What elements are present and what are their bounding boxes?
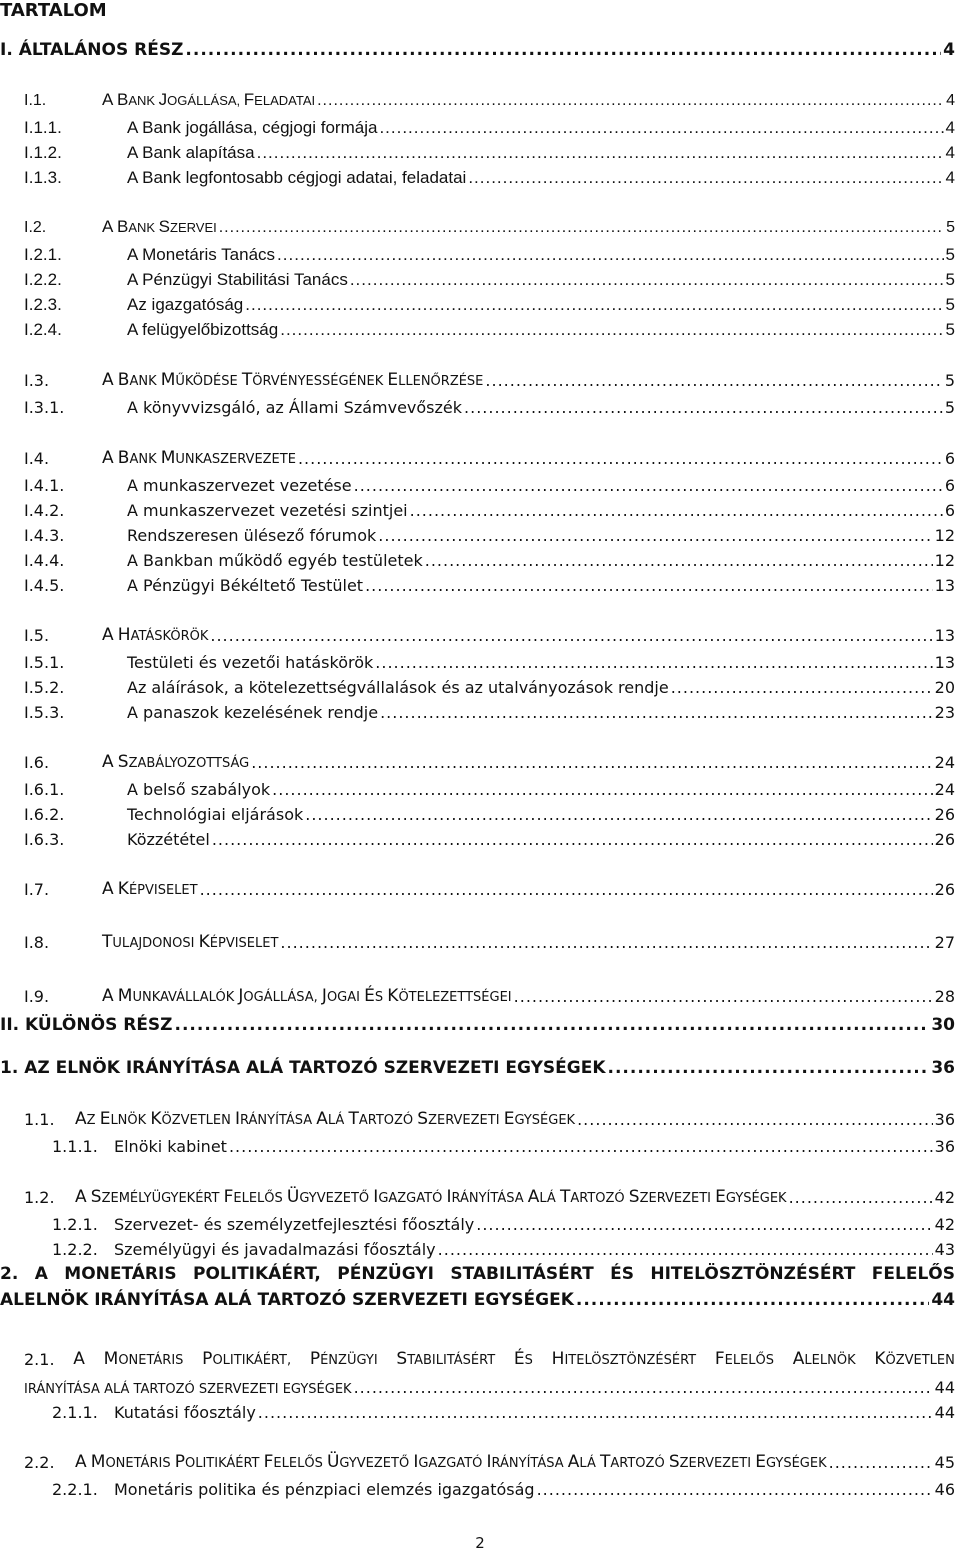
toc-leader-dots [577,1110,933,1129]
toc-entry-word: HITELÖSZTÖNZÉSÉRT [551,1349,697,1369]
toc-entry-word: HITELÖSZTÖNZÉSÉRT [650,1264,856,1284]
toc-leader-dots [789,1188,933,1207]
toc-leader-dots [354,1378,933,1397]
toc-entry-number: I.1. [24,92,47,109]
toc-entry-word: 2.1. [24,1350,55,1369]
toc-entry-word: PÉNZÜGYI [337,1264,434,1284]
toc-leader-dots [219,219,944,237]
toc-entry-word: ALELNÖK [792,1349,856,1369]
toc-page-number: 43 [934,1240,955,1259]
toc-leader-dots [212,830,933,849]
toc-page-number: 4 [943,40,955,60]
toc-entry-word: A [34,1264,48,1284]
toc-entry-number: I. ÁLTALÁNOS RÉSZ [0,40,184,60]
toc-leader-dots [175,1015,930,1035]
toc-heading: TARTALOM [0,0,107,21]
toc-leader-dots [277,245,943,265]
toc-entry-number: I.3.1. [24,398,65,417]
toc-page-number: 45 [934,1453,955,1472]
toc-page-number: 5 [945,270,955,289]
toc-entry-number: 2.2. [24,1453,55,1472]
toc-entry-word: FELELŐS [714,1349,775,1369]
toc-entry-title: A MUNKAVÁLLALÓK JOGÁLLÁSA, JOGAI ÉS KÖTELEZETTSÉGEI [102,986,512,1006]
toc-entry-title: AZ ELNÖK KÖZVETLEN IRÁNYÍTÁSA ALÁ TARTOZÓ SZERVEZETI EGYSÉGEK [75,1109,576,1129]
toc-page-number: 36 [934,1110,955,1129]
toc-entry-2-1-line2 [24,1369,955,1397]
toc-entry-title: A Bankban működő egyéb testületek [127,551,423,570]
toc-entry-number: I.5. [24,626,50,645]
toc-leader-dots [438,1240,933,1259]
toc-leader-dots [200,880,933,899]
toc-entry-word: ÉS [513,1349,533,1369]
toc-entry[interactable] [24,139,955,163]
toc-leader-dots [829,1453,933,1472]
toc-entry[interactable] [24,775,955,799]
toc-entry[interactable] [24,621,955,645]
toc-leader-dots [380,703,933,722]
toc-entry-number: I.6.2. [24,805,65,824]
toc-entry-word: KÖZVETLEN [874,1349,955,1369]
toc-leader-dots [464,398,943,417]
toc-entry-title: Az igazgatóság [127,295,244,314]
toc-entry-title: TULAJDONOSI KÉPVISELET [102,932,279,952]
toc-leader-dots [608,1058,930,1078]
toc-entry-title: A panaszok kezelésének rendje [127,703,379,722]
toc-entry-word: STABILITÁSÉRT [450,1264,594,1284]
toc-entry-title: Személyügyi és javadalmazási főosztály [114,1240,436,1259]
toc-entry-title: A BANK MUNKASZERVEZETE [102,448,296,468]
toc-entry-title: A munkaszervezet vezetése [127,476,352,495]
toc-page-number: 13 [934,653,955,672]
toc-entry[interactable] [52,1235,955,1259]
toc-leader-dots [514,987,933,1006]
toc-entry-title: A Bank jogállása, cégjogi formája [127,118,378,137]
toc-page-number: 26 [934,880,955,899]
toc-entry-number: I.3. [24,371,50,390]
toc-entry-title: Monetáris politika és pénzpiaci elemzés igazgatóság [114,1480,535,1499]
toc-entry-number: I.6. [24,753,50,772]
toc-page-number: 42 [934,1188,955,1207]
toc-page-number: 6 [944,449,955,468]
toc-leader-dots [576,1290,929,1310]
toc-entry[interactable] [24,748,955,772]
toc-leader-dots [485,371,942,390]
toc-page-number: 4 [945,168,955,187]
toc-entry-title: A Monetáris Tanács [127,245,276,264]
toc-page-number: 36 [934,1137,955,1156]
toc-page-number: 4 [945,118,955,137]
toc-entry[interactable] [24,266,955,290]
toc-entry[interactable] [24,213,955,237]
toc-entry[interactable] [24,875,955,899]
toc-entry-title: IRÁNYÍTÁSA ALÁ TARTOZÓ SZERVEZETI EGYSÉGEK [24,1382,352,1397]
toc-leader-dots [375,653,932,672]
toc-entry[interactable] [24,825,955,849]
toc-page-number: 12 [934,551,955,570]
toc-entry-title: Szervezet- és személyzetfejlesztési főosztály [114,1215,475,1234]
toc-entry[interactable] [52,1398,955,1422]
toc-entry-number: I.2.3. [24,295,62,314]
toc-entry-number: I.9. [24,987,50,1006]
toc-page-number: 4 [946,92,955,109]
toc-leader-dots [245,295,943,315]
toc-leader-dots [317,92,944,110]
toc-page-number: 30 [931,1015,955,1035]
toc-entry-number: I.2.2. [24,270,62,289]
toc-page-number: 13 [934,576,955,595]
toc-page-number: 44 [931,1290,955,1310]
toc-entry-number: I.7. [24,880,50,899]
toc-entry-title: Rendszeresen ülésező fórumok [127,526,377,545]
toc-entry-number: 2.2.1. [52,1480,98,1499]
toc-entry[interactable] [24,1183,955,1207]
toc-leader-dots [185,40,941,60]
toc-entry[interactable] [24,164,955,188]
toc-leader-dots [354,476,943,495]
toc-leader-dots [365,576,933,595]
toc-entry[interactable] [24,366,955,390]
toc-entry-title: Kutatási főosztály [114,1403,256,1422]
toc-entry-number: I.2.4. [24,320,62,339]
toc-entry-title: A Bank alapítása [127,143,255,162]
toc-page-number: 20 [934,678,955,697]
toc-entry[interactable] [24,673,955,697]
toc-leader-dots [258,1403,933,1422]
toc-entry-title: A felügyelőbizottság [127,320,279,339]
toc-page-number: 42 [934,1215,955,1234]
toc-entry-number: I.5.2. [24,678,65,697]
toc-entry[interactable] [24,571,955,595]
toc-entry[interactable] [52,1132,955,1156]
toc-entry[interactable] [24,496,955,520]
toc-entry-title: Közzététel [127,830,210,849]
toc-entry[interactable] [24,648,955,672]
toc-page-number: 5 [944,371,955,390]
toc-entry-number: I.1.3. [24,168,62,187]
toc-entry-number: I.2. [24,219,47,236]
toc-leader-dots [378,526,932,545]
toc-page-number: 27 [934,933,955,952]
toc-entry-title: A BANK JOGÁLLÁSA, FELADATAI [102,90,316,109]
toc-page-number: 5 [946,219,955,236]
toc-page-number: 6 [944,501,955,520]
toc-page-number: 28 [934,987,955,1006]
toc-entry[interactable] [24,444,955,468]
toc-entry-number: 2.1.1. [52,1403,98,1422]
toc-entry-2-1-line1 [24,1349,955,1369]
toc-entry-title: A könyvvizsgáló, az Állami Számvevőszék [127,398,463,417]
toc-entry-number: I.5.1. [24,653,65,672]
toc-entry-word: PÉNZÜGYI [309,1349,378,1369]
toc-entry-word: FELELŐS [871,1264,955,1284]
toc-leader-dots [298,449,943,468]
toc-entry-number: I.4.1. [24,476,65,495]
toc-entry[interactable] [24,698,955,722]
toc-entry-number: 1.2. [24,1188,55,1207]
toc-entry-title: A MONETÁRIS POLITIKÁÉRT FELELŐS ÜGYVEZETŐ IGAZGATÓ IRÁNYÍTÁSA ALÁ TARTOZÓ SZERVEZETI EGYSÉGEK [75,1452,827,1472]
toc-entry[interactable] [24,521,955,545]
toc-page-number: 36 [931,1058,955,1078]
toc-entry-number: 1.1.1. [52,1137,98,1156]
toc-entry-number: I.4.3. [24,526,65,545]
toc-page-number: 6 [944,476,955,495]
toc-entry-number: I.6.1. [24,780,65,799]
toc-entry[interactable] [24,928,955,952]
toc-leader-dots [272,780,932,799]
toc-entry-title: A SZEMÉLYÜGYEKÉRT FELELŐS ÜGYVEZETŐ IGAZGATÓ IRÁNYÍTÁSA ALÁ TARTOZÓ SZERVEZETI EGYSÉGEK [75,1187,787,1207]
toc-leader-dots [468,168,943,188]
toc-entry-title: Technológiai eljárások [127,805,304,824]
toc-entry-word: MONETÁRIS [103,1349,184,1369]
toc-entry[interactable] [24,241,955,265]
toc-entry-number: I.1.1. [24,118,62,137]
toc-page-number: 26 [934,830,955,849]
toc-entry-number: I.1.2. [24,143,62,162]
toc-entry-title: A belső szabályok [127,780,271,799]
toc-page-number: 13 [934,626,955,645]
toc-entry-title: A munkaszervezet vezetési szintjei [127,501,408,520]
toc-leader-dots [379,118,943,138]
toc-entry-title: Testületi és vezetői hatáskörök [127,653,374,672]
toc-entry-title: A Pénzügyi Stabilitási Tanács [127,270,348,289]
toc-entry-title: A BANK SZERVEI [102,217,217,236]
toc-page-number: 24 [934,753,955,772]
toc-entry-number: I.5.3. [24,703,65,722]
toc-entry[interactable] [24,291,955,315]
toc-entry-title: A KÉPVISELET [102,879,198,899]
toc-entry-title: Elnöki kabinet [114,1137,227,1156]
toc-page-number: 44 [934,1403,955,1422]
toc-entry-number: 1.1. [24,1110,55,1129]
toc-page-number: 23 [934,703,955,722]
toc-entry[interactable] [24,114,955,138]
toc-entry[interactable] [24,316,955,340]
toc-entry[interactable] [24,86,955,110]
toc-leader-dots [280,933,932,952]
toc-page-number: 44 [934,1378,955,1397]
toc-leader-dots [257,143,944,163]
toc-page-number: 4 [945,143,955,162]
toc-entry-number: I.4.2. [24,501,65,520]
toc-leader-dots [305,805,932,824]
toc-entry-number: I.4.4. [24,551,65,570]
toc-entry-number: I.6.3. [24,830,65,849]
toc-entry-word: MONETÁRIS [64,1264,177,1284]
toc-leader-dots [229,1137,933,1156]
toc-entry-number: I.4. [24,449,50,468]
toc-leader-dots [210,626,932,645]
toc-leader-dots [537,1480,933,1499]
toc-entry[interactable] [0,36,955,60]
toc-entry[interactable] [24,982,955,1006]
toc-entry-2-1[interactable] [24,1349,955,1397]
toc-entry-number: II. KÜLÖNÖS RÉSZ [0,1015,173,1035]
toc-entry-title: A Pénzügyi Békéltető Testület [127,576,364,595]
toc-entry-number: I.8. [24,933,50,952]
toc-entry-title: A Bank legfontosabb cégjogi adatai, feladatai [127,168,467,187]
toc-entry[interactable] [0,1054,955,1078]
toc-page-number: 5 [945,295,955,314]
toc-entry[interactable] [24,1448,955,1472]
toc-entry[interactable] [52,1475,955,1499]
toc-entry-title: ALELNÖK IRÁNYÍTÁSA ALÁ TARTOZÓ SZERVEZETI EGYSÉGEK [0,1290,574,1310]
toc-leader-dots [251,753,932,772]
toc-entry-number: I.2.1. [24,245,62,264]
toc-page-number: 5 [945,320,955,339]
toc-entry-title: Az aláírások, a kötelezettségvállalások és az utalványozások rendje [127,678,669,697]
toc-page-number: 5 [944,398,955,417]
toc-entry-word: POLITIKÁÉRT, [202,1349,292,1369]
toc-entry-number: 1.2.2. [52,1240,98,1259]
toc-entry-2-line2 [0,1284,955,1310]
toc-leader-dots [410,501,943,520]
toc-leader-dots [280,320,943,340]
toc-leader-dots [425,551,933,570]
toc-entry-title: A HATÁSKÖRÖK [102,625,209,645]
toc-page-number: 26 [934,805,955,824]
toc-leader-dots [671,678,933,697]
page-footer-number: 2 [475,1534,485,1552]
toc-entry-word: ÉS [610,1264,634,1284]
toc-entry-2-line1 [0,1264,955,1284]
toc-entry-number: 1. AZ ELNÖK IRÁNYÍTÁSA ALÁ TARTOZÓ SZERVEZETI EGYSÉGEK [0,1058,606,1078]
toc-entry-number: 1.2.1. [52,1215,98,1234]
toc-page-number: 5 [945,245,955,264]
toc-entry[interactable] [24,546,955,570]
toc-entry-word: A [73,1349,85,1369]
toc-page-number: 24 [934,780,955,799]
toc-page-number: 12 [934,526,955,545]
toc-entry[interactable] [52,1210,955,1234]
toc-entry[interactable] [24,393,955,417]
toc-entry[interactable] [24,471,955,495]
toc-entry-word: POLITIKÁÉRT, [193,1264,321,1284]
toc-entry-word: 2. [0,1264,19,1284]
toc-entry[interactable] [24,1105,955,1129]
toc-entry-title: A BANK MŰKÖDÉSE TÖRVÉNYESSÉGÉNEK ELLENŐRZÉSE [102,370,484,390]
toc-entry-word: STABILITÁSÉRT [396,1349,496,1369]
toc-page-number: 46 [934,1480,955,1499]
toc-leader-dots [350,270,944,290]
toc-entry-title: A SZABÁLYOZOTTSÁG [102,752,250,772]
toc-entry[interactable] [0,1011,955,1035]
toc-entry-2[interactable] [0,1264,955,1310]
toc-entry[interactable] [24,800,955,824]
toc-entry-number: I.4.5. [24,576,65,595]
toc-leader-dots [476,1215,932,1234]
